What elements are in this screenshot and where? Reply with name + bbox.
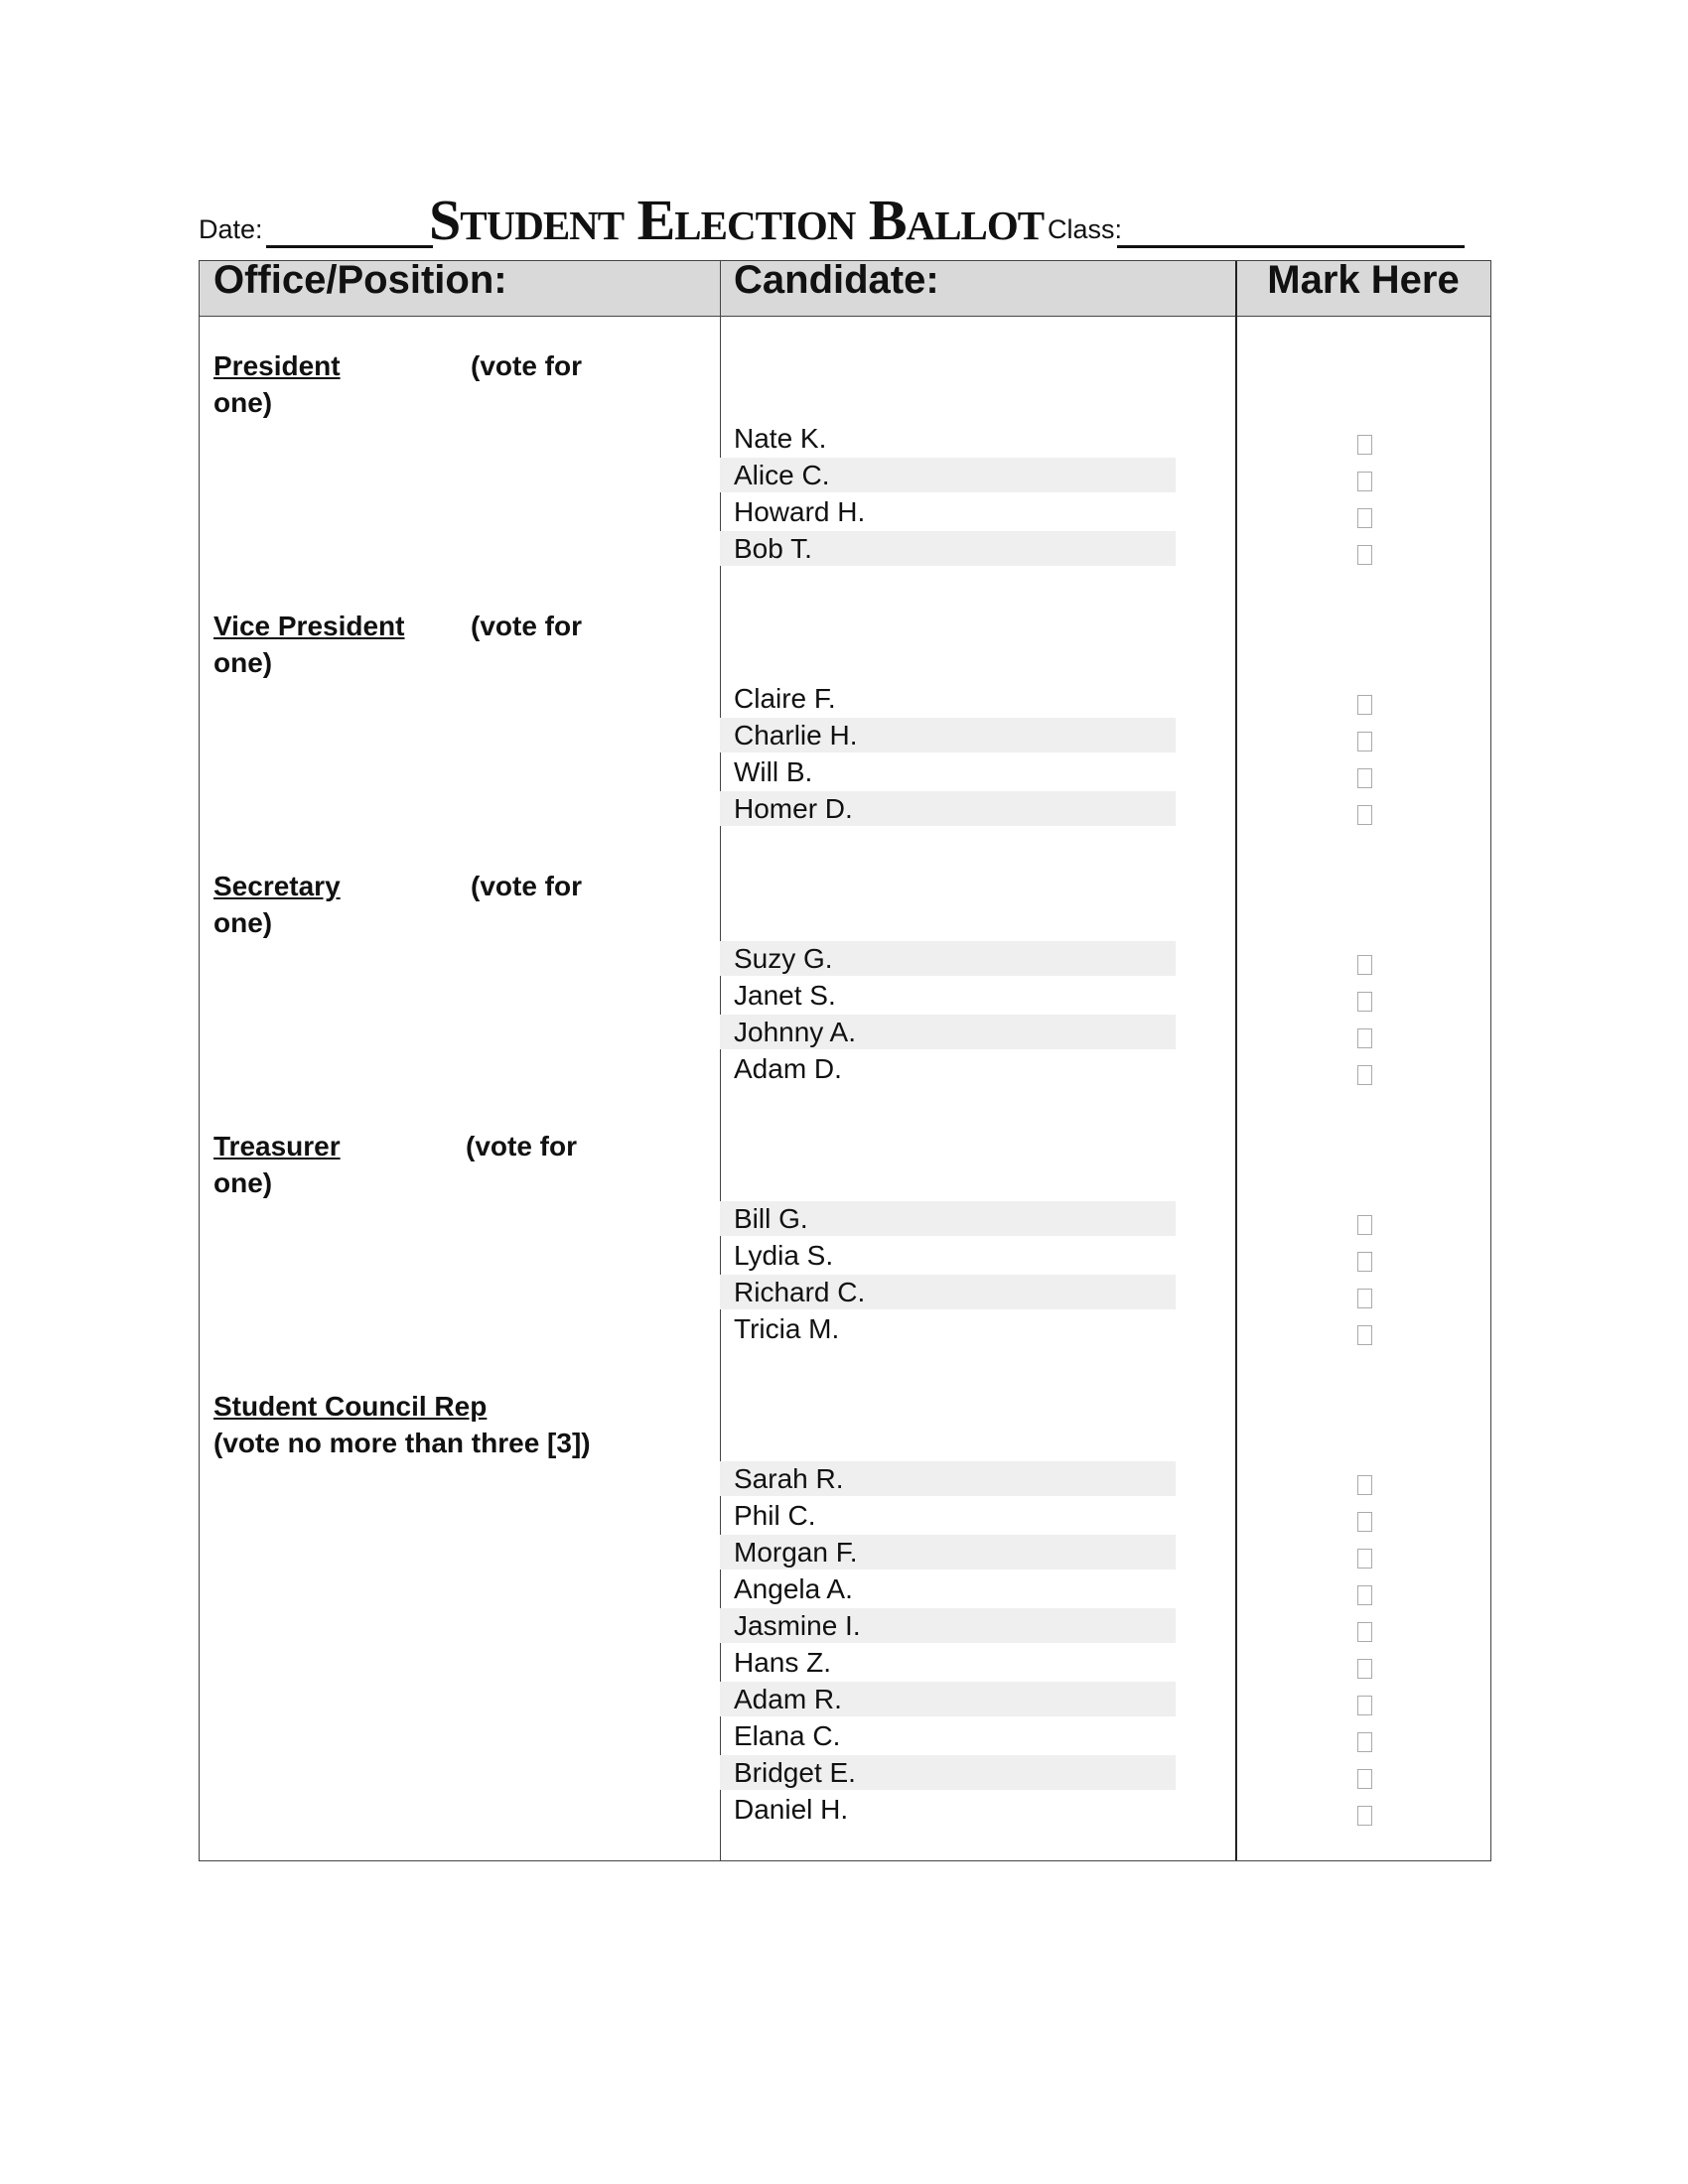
candidate-name: Charlie H. (720, 718, 1176, 752)
vote-rule-cont: one) (213, 907, 273, 938)
mark-checkbox[interactable] (1357, 1585, 1372, 1605)
candidate-name: Bridget E. (720, 1755, 1176, 1790)
candidate-name: Janet S. (734, 980, 836, 1011)
office-name: Treasurer (213, 1131, 341, 1161)
candidate-name: Claire F. (734, 683, 836, 714)
mark-checkbox[interactable] (1357, 1696, 1372, 1715)
candidate-name: Johnny A. (720, 1015, 1176, 1049)
mark-checkbox[interactable] (1357, 1215, 1372, 1235)
candidate-name: Adam R. (720, 1682, 1176, 1716)
office-vice-president (213, 608, 631, 681)
mark-checkbox[interactable] (1357, 545, 1372, 565)
candidate-name: Adam D. (734, 1053, 842, 1084)
candidate-name: Elana C. (734, 1720, 841, 1751)
office-name: Vice President (213, 611, 405, 641)
column-header-office-label: Office/Position: (213, 258, 507, 302)
mark-checkbox[interactable] (1357, 695, 1372, 715)
candidate-name: Howard H. (734, 496, 866, 527)
mark-checkbox[interactable] (1357, 805, 1372, 825)
vote-rule-cont: one) (213, 387, 273, 418)
class-field[interactable] (1117, 245, 1465, 248)
mark-checkbox[interactable] (1357, 1475, 1372, 1495)
office-name: President (213, 350, 341, 381)
column-header-office (200, 258, 720, 317)
office-secretary (213, 868, 631, 941)
mark-checkbox[interactable] (1357, 1289, 1372, 1308)
candidate-name: Daniel H. (734, 1794, 849, 1825)
office-student-council-rep (213, 1388, 710, 1461)
mark-checkbox[interactable] (1357, 435, 1372, 455)
mark-checkbox[interactable] (1357, 1732, 1372, 1752)
column-header-candidate-label: Candidate: (734, 258, 939, 302)
mark-checkbox[interactable] (1357, 1659, 1372, 1679)
mark-checkbox[interactable] (1357, 1512, 1372, 1532)
office-name: Secretary (213, 871, 341, 901)
mark-checkbox[interactable] (1357, 1325, 1372, 1345)
candidate-name: Will B. (734, 756, 813, 787)
mark-checkbox[interactable] (1357, 1622, 1372, 1642)
vote-rule-cont: one) (213, 1167, 273, 1198)
candidate-name: Nate K. (734, 423, 827, 454)
date-label: Date: (199, 214, 263, 244)
vote-rule: (vote for (471, 350, 582, 381)
mark-checkbox[interactable] (1357, 955, 1372, 975)
office-treasurer (213, 1128, 631, 1201)
office-president (213, 347, 631, 421)
candidate-name: Suzy G. (720, 941, 1176, 976)
mark-checkbox[interactable] (1357, 1028, 1372, 1048)
candidate-name: Sarah R. (720, 1461, 1176, 1496)
vote-rule: (vote no more than three [3]) (213, 1428, 591, 1458)
mark-checkbox[interactable] (1357, 1252, 1372, 1272)
vote-rule-cont: one) (213, 647, 273, 678)
candidate-name: Bob T. (720, 531, 1176, 566)
candidate-name: Tricia M. (734, 1313, 840, 1344)
office-name: Student Council Rep (213, 1391, 488, 1422)
candidate-name: Richard C. (720, 1275, 1176, 1309)
class-label: Class: (1048, 214, 1123, 244)
candidate-name: Bill G. (720, 1201, 1176, 1236)
mark-checkbox[interactable] (1357, 1065, 1372, 1085)
column-divider (1235, 261, 1237, 1860)
candidate-name: Jasmine I. (720, 1608, 1176, 1643)
candidate-name: Angela A. (734, 1573, 853, 1604)
candidate-name: Phil C. (734, 1500, 816, 1531)
mark-checkbox[interactable] (1357, 732, 1372, 751)
candidate-name: Homer D. (720, 791, 1176, 826)
candidate-name: Morgan F. (720, 1535, 1176, 1570)
vote-rule: (vote for (466, 1131, 577, 1161)
column-header-mark-label: Mark Here (1267, 258, 1460, 302)
mark-checkbox[interactable] (1357, 1806, 1372, 1826)
vote-rule: (vote for (471, 871, 582, 901)
column-header-mark (1236, 258, 1490, 317)
column-header-candidate (720, 258, 1236, 317)
mark-checkbox[interactable] (1357, 992, 1372, 1012)
date-field[interactable] (266, 245, 433, 248)
mark-checkbox[interactable] (1357, 768, 1372, 788)
mark-checkbox[interactable] (1357, 508, 1372, 528)
candidate-name: Alice C. (720, 458, 1176, 492)
page-title: Student Election Ballot (429, 188, 1045, 252)
mark-checkbox[interactable] (1357, 1549, 1372, 1569)
vote-rule: (vote for (471, 611, 582, 641)
ballot-table (199, 260, 1491, 1861)
mark-checkbox[interactable] (1357, 1769, 1372, 1789)
candidate-name: Hans Z. (734, 1647, 832, 1678)
candidate-name: Lydia S. (734, 1240, 834, 1271)
mark-checkbox[interactable] (1357, 472, 1372, 491)
